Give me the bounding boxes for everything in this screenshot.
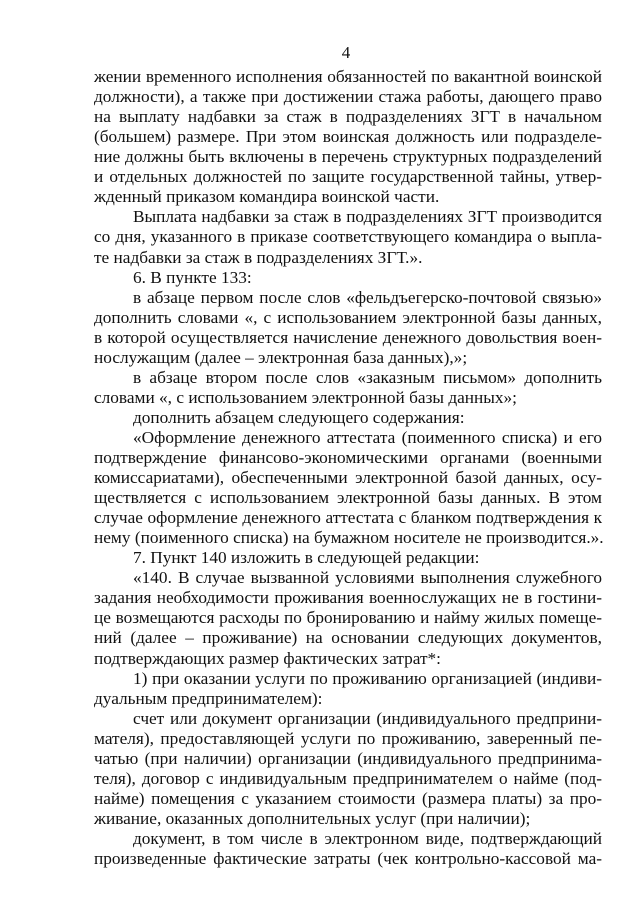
text-line: подтверждающих размер фактических затрат*:	[94, 648, 441, 668]
text-line: жденный приказом командира воинской части.	[94, 187, 440, 207]
text-line: дополнить абзацем следующего содержания:	[133, 407, 465, 427]
text-line: комиссариатами), обеспеченными электронной базой данных, осу-	[94, 468, 602, 487]
text-line: те надбавки за стаж в подразделениях ЗГТ.».	[94, 247, 423, 267]
text-line: словами «, с использованием электронной базы данных»;	[94, 387, 517, 407]
text-line: задания необходимости проживания военнослужащих не в гостини-	[94, 588, 602, 608]
text-line: чатью (при наличии) организации (индивидуального предпринима-	[94, 748, 602, 768]
text-line: подтверждение финансово-экономическими органами (военными	[94, 447, 602, 467]
text-line: в абзаце втором после слов «заказным письмом» дополнить	[133, 367, 602, 387]
text-line: теля), договор с индивидуальным предпринимателем о найме (под-	[94, 768, 602, 788]
text-line: жении временного исполнения обязанностей по вакантной воинской	[94, 67, 602, 86]
text-line: (большем) размере. При этом воинская должность или подразделе-	[94, 127, 602, 147]
text-line: 6. В пункте 133:	[133, 267, 252, 287]
text-line: со дня, указанного в приказе соответствующего командира о выпла-	[94, 227, 602, 247]
page-number: 4	[341, 43, 351, 62]
text-line: ществляется с использованием электронной базы данных. В этом	[94, 488, 602, 508]
text-line: на выплату надбавки за стаж в подразделениях ЗГТ в начальном	[94, 107, 602, 127]
text-line: в абзаце первом после слов «фельдъегерско-почтовой связью»	[133, 287, 602, 307]
text-line: в которой осуществляется начисление денежного довольствия воен-	[94, 327, 602, 347]
text-line: 7. Пункт 140 изложить в следующей редакции:	[133, 548, 480, 568]
text-line: счет или документ организации (индивидуального предприни-	[133, 708, 602, 728]
text-line: Выплата надбавки за стаж в подразделениях ЗГТ производится	[133, 207, 602, 227]
text-line: и отдельных должностей по защите государственной тайны, утвер-	[94, 167, 602, 187]
text-line: 1) при оказании услуги по проживанию организацией (индиви-	[133, 668, 602, 688]
text-line: случае оформление денежного аттестата с бланком подтверждения к	[94, 508, 602, 528]
text-line: «140. В случае вызванной условиями выполнения служебного	[133, 568, 602, 588]
text-line: найме) помещения с указанием стоимости (размера платы) за про-	[94, 788, 602, 808]
text-line: живание, оказанных дополнительных услуг (при наличии);	[94, 808, 531, 828]
text-line: должности), а также при достижении стажа работы, дающего право	[94, 87, 602, 106]
text-line: произведенные фактические затраты (чек контрольно-кассовой ма-	[94, 849, 602, 868]
text-line: дополнить словами «, с использованием электронной базы данных,	[94, 307, 602, 327]
text-line: документ, в том числе в электронном виде, подтверждающий	[133, 828, 602, 848]
text-line: нему (поименного списка) на бумажном носителе не производится.».	[94, 528, 604, 548]
text-line: мателя), предоставляющей услуги по проживанию, заверенный пе-	[94, 728, 602, 748]
text-line: нослужащим (далее – электронная база данных),»;	[94, 347, 468, 367]
text-line: ние должны быть включены в перечень структурных подразделений	[94, 147, 602, 167]
text-line: дуальным предпринимателем):	[94, 688, 323, 708]
text-line: ний (далее – проживание) на основании следующих документов,	[94, 628, 602, 648]
text-line: це возмещаются расходы по бронированию и найму жилых помеще-	[94, 608, 602, 628]
text-line: «Оформление денежного аттестата (поименного списка) и его	[133, 427, 602, 447]
